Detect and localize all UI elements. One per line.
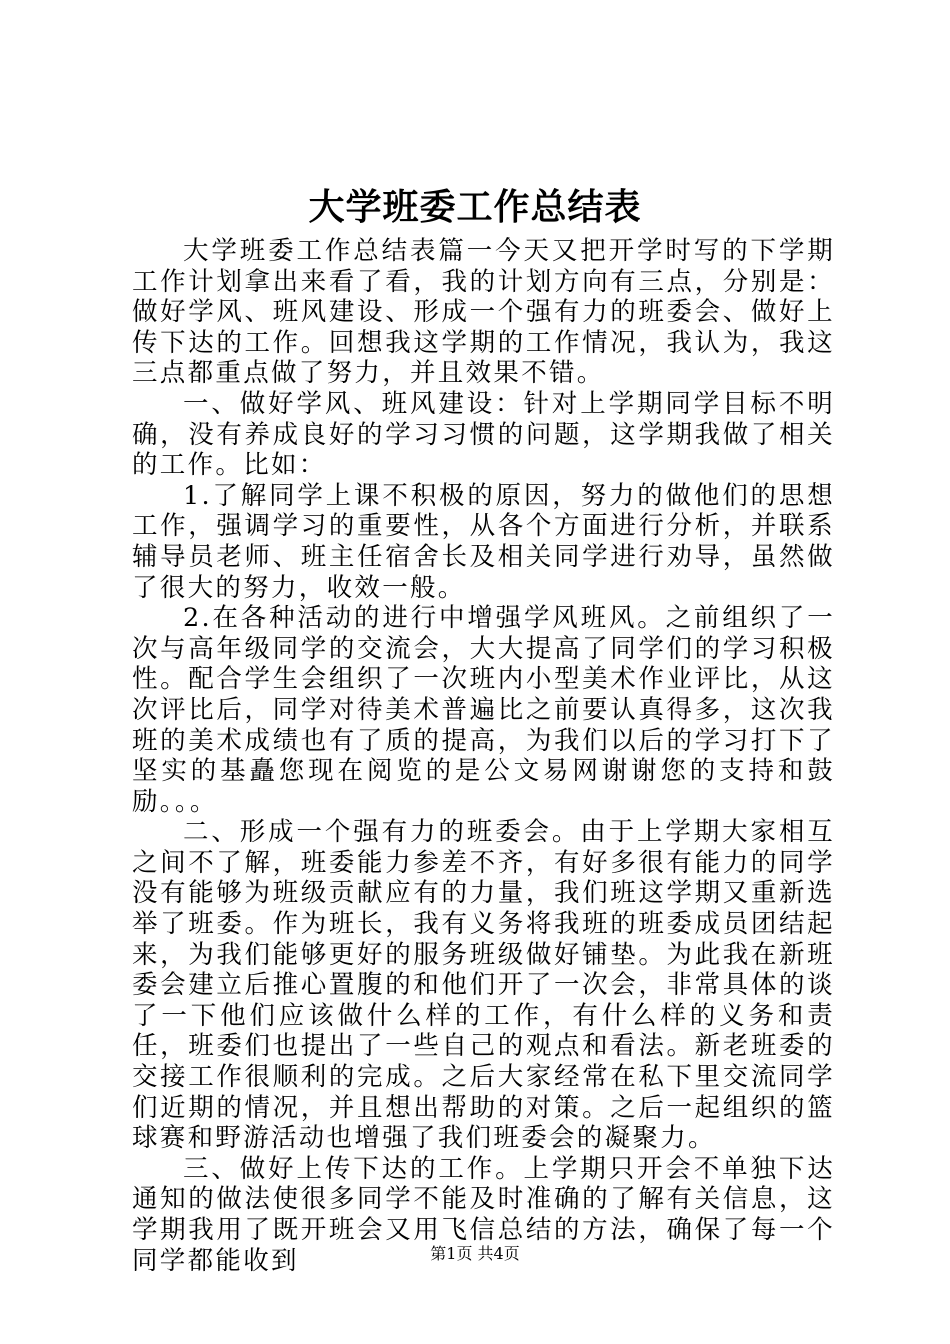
- paragraph-item-2: 2.在各种活动的进行中增强学风班风。之前组织了一次与高年级同学的交流会，大大提高了同学们的学习积极性。配合学生会组织了一次班内小型美术作业评比，从这次评比后，同学对待美术普遍比之前要认真得多，这次我班的美术成绩也有了质的提高，为我们以后的学习打下了坚实的基矗您现在阅览的是公文易网谢谢您的支持和鼓励。。。: [132, 603, 835, 817]
- paragraph-item-1: 1.了解同学上课不积极的原因，努力的做他们的思想工作，强调学习的重要性，从各个方面进行分析，并联系辅导员老师、班主任宿舍长及相关同学进行劝导，虽然做了很大的努力，收效一般。: [132, 480, 835, 603]
- paragraph-section-3: 三、做好上传下达的工作。上学期只开会不单独下达通知的做法使很多同学不能及时准确的了解有关信息，这学期我用了既开班会又用飞信总结的方法，确保了每一个同学都能收到: [132, 1153, 835, 1276]
- paragraph-section-2: 二、形成一个强有力的班委会。由于上学期大家相互之间不了解，班委能力参差不齐，有好多很有能力的同学没有能够为班级贡献应有的力量，我们班这学期又重新选举了班委。作为班长，我有义务将我班的班委成员团结起来，为我们能够更好的服务班级做好铺垫。为此我在新班委会建立后推心置腹的和他们开了一次会，非常具体的谈了一下他们应该做什么样的工作，有什么样的义务和责任，班委们也提出了一些自己的观点和看法。新老班委的交接工作很顺利的完成。之后大家经常在私下里交流同学们近期的情况，并且想出帮助的对策。之后一起组织的篮球赛和野游活动也增强了我们班委会的凝聚力。: [132, 817, 835, 1154]
- paragraph-intro: 大学班委工作总结表篇一今天又把开学时写的下学期工作计划拿出来看了看，我的计划方向有三点，分别是：做好学风、班风建设、形成一个强有力的班委会、做好上传下达的工作。回想我这学期的工作情况，我认为，我这三点都重点做了努力，并且效果不错。: [132, 236, 835, 389]
- document-body: [132, 236, 835, 1276]
- paragraph-section-1: 一、做好学风、班风建设：针对上学期同学目标不明确，没有养成良好的学习习惯的问题，这学期我做了相关的工作。比如：: [132, 388, 835, 481]
- page-footer: 第1页 共4页: [430, 1244, 520, 1263]
- document-title: 大学班委工作总结表: [308, 187, 642, 228]
